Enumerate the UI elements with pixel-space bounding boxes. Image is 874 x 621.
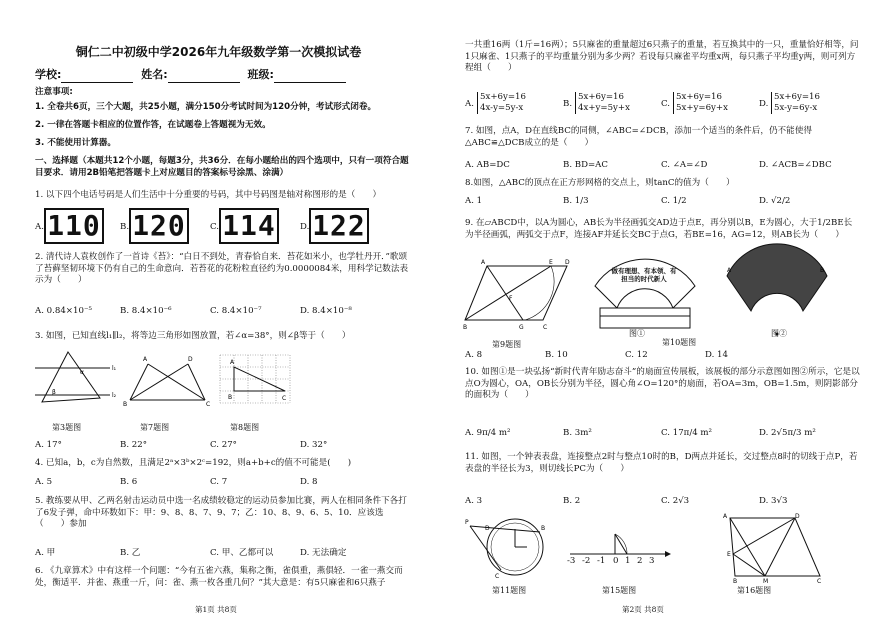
nl-tick-3: 3 bbox=[649, 556, 655, 566]
caption-q15: 第15题图 bbox=[602, 586, 637, 595]
name-blank[interactable] bbox=[168, 72, 240, 83]
q3-option-a[interactable]: A. 17° bbox=[35, 440, 62, 450]
q3-option-b[interactable]: B. 22° bbox=[120, 440, 148, 450]
q6-b-eq1: 5x+6y=16 bbox=[578, 92, 624, 102]
q8-option-d[interactable]: D. √2/2 bbox=[759, 196, 791, 206]
svg-text:B: B bbox=[228, 394, 233, 401]
notes-title: 注意事项: bbox=[35, 87, 73, 97]
nl-tick-0: 0 bbox=[613, 556, 619, 566]
q4-option-b[interactable]: B. 6 bbox=[120, 477, 138, 487]
q6-label-c: C. bbox=[661, 99, 671, 109]
q1-label-a: A. bbox=[35, 222, 44, 232]
q1-label-c: C. bbox=[210, 222, 220, 232]
q5-option-b[interactable]: B. 乙 bbox=[120, 548, 141, 558]
note-3: 3. 不能使用计算器。 bbox=[35, 138, 116, 148]
svg-text:C: C bbox=[206, 401, 211, 408]
caption-q8: 第8题图 bbox=[230, 423, 260, 432]
q8-option-c[interactable]: C. 1/2 bbox=[661, 196, 687, 206]
q9-option-a[interactable]: A. 8 bbox=[465, 350, 483, 360]
q3-options bbox=[35, 440, 410, 452]
q7-option-b[interactable]: B. BD=AC bbox=[563, 160, 608, 170]
q8-options bbox=[465, 196, 860, 208]
q3-option-c[interactable]: C. 27° bbox=[210, 440, 237, 450]
lcd-number-120: 120 bbox=[129, 208, 189, 244]
exam-title: 铜仁二中初级中学2026年九年级数学第一次模拟试卷 bbox=[75, 45, 362, 59]
numberline-labels bbox=[567, 556, 677, 566]
svg-text:D: D bbox=[795, 513, 800, 520]
q7-options bbox=[465, 160, 860, 172]
svg-text:B: B bbox=[733, 578, 738, 585]
q2-option-d[interactable]: D. 8.4×10⁻⁸ bbox=[300, 306, 352, 316]
caption-q7: 第7题图 bbox=[140, 423, 170, 432]
q7-option-a[interactable]: A. AB=DC bbox=[465, 160, 510, 170]
q11-option-a[interactable]: A. 3 bbox=[465, 496, 483, 506]
svg-text:D: D bbox=[565, 259, 570, 266]
q2-options bbox=[35, 306, 410, 318]
class-label: 班级: bbox=[247, 68, 274, 81]
note-2: 2. 一律在答题卡相应的位置作答，在试题卷上答题视为无效。 bbox=[35, 120, 271, 130]
q5-options bbox=[35, 548, 410, 560]
question-7: 7. 如图，点A，D在直线BC的同侧，∠ABC=∠DCB，添加一个适当的条件后，仍不能使得△ABC≌△DCB成立的是（ ） bbox=[465, 126, 812, 148]
svg-text:B: B bbox=[463, 324, 468, 331]
svg-text:A: A bbox=[230, 359, 235, 366]
footer-left: 第1页 共8页 bbox=[195, 605, 237, 614]
caption-q16: 第16题图 bbox=[737, 586, 772, 595]
svg-text:A: A bbox=[481, 259, 486, 266]
svg-text:D: D bbox=[188, 356, 193, 363]
lcd-number-114: 114 bbox=[219, 208, 279, 244]
svg-text:C: C bbox=[495, 573, 500, 580]
q6-d-eq1: 5x+6y=16 bbox=[774, 92, 820, 102]
q9-option-b[interactable]: B. 10 bbox=[545, 350, 568, 360]
q6-a-eq2: 4x-y=5y-x bbox=[480, 103, 524, 113]
school-blank[interactable] bbox=[61, 72, 133, 83]
q11-options bbox=[465, 496, 860, 508]
svg-text:P: P bbox=[465, 519, 469, 526]
question-1: 1. 以下四个电话号码是人们生活中十分重要的号码，其中号码图是轴对称图形的是（ ） bbox=[35, 190, 382, 200]
fig10-banner-text: 做有理想、有本领、有担当的时代新人 bbox=[611, 267, 677, 283]
q10-option-a[interactable]: A. 9π/4 m² bbox=[465, 428, 511, 438]
lcd-number-122: 122 bbox=[309, 208, 369, 244]
svg-text:A: A bbox=[727, 267, 732, 274]
nl-tick-neg3: -3 bbox=[567, 556, 576, 566]
q6-a-eq1: 5x+6y=16 bbox=[480, 92, 526, 102]
svg-text:F: F bbox=[509, 295, 513, 302]
question-5: 5. 教练要从甲、乙两名射击运动员中选一名成绩较稳定的运动员参加比赛，两人在相同条件下各打了6发子弹，命中环数如下：甲：9、8、8、7、9、7；乙：10、8、9、6、5、10．应该选（ ）参加 bbox=[35, 496, 407, 530]
section-1-heading: 一、选择题（本题共12个小题，每题3分，共36分．在每小题给出的四个选项中，只有一项符合题目要求．请用2B铅笔把答题卡上对应题目的答案标号涂黑、涂满） bbox=[35, 156, 409, 178]
question-2: 2. 清代诗人袁枚创作了一首诗《苔》：“白日不到处，青春恰自来．苔花如米小，也学牡丹开．”歌颂了苔藓坚韧环境下仍有自己的生命意向．若苔花的花粉粒直径约为0.0000084米，用科学记数法表示为（ ） bbox=[35, 252, 409, 286]
q3-option-d[interactable]: D. 32° bbox=[300, 440, 328, 450]
q5-option-a[interactable]: A. 甲 bbox=[35, 548, 56, 558]
q6-options bbox=[465, 92, 860, 118]
q11-option-c[interactable]: C. 2√3 bbox=[661, 496, 690, 506]
caption-q11: 第11题图 bbox=[492, 586, 527, 595]
nl-tick-neg2: -2 bbox=[582, 556, 591, 566]
q6-label-d: D. bbox=[759, 99, 769, 109]
q6-c-eq1: 5x+6y=16 bbox=[676, 92, 722, 102]
figure-q15-numberline bbox=[570, 534, 671, 557]
q9-options bbox=[465, 350, 860, 362]
figure-q3 bbox=[35, 352, 117, 402]
q11-option-d[interactable]: D. 3√3 bbox=[759, 496, 788, 506]
caption-fig1: 图① bbox=[629, 329, 645, 338]
svg-text:l₂: l₂ bbox=[112, 392, 117, 399]
svg-text:α: α bbox=[80, 369, 84, 376]
q6-label-b: B. bbox=[563, 99, 573, 109]
q7-option-c[interactable]: C. ∠A=∠D bbox=[661, 160, 708, 170]
caption-fig2: 图② bbox=[771, 329, 787, 338]
caption-q3: 第3题图 bbox=[52, 423, 82, 432]
q6-b-eq2: 4x+y=5y+x bbox=[578, 103, 630, 113]
q5-option-d[interactable]: D. 无法确定 bbox=[300, 548, 347, 558]
q7-option-d[interactable]: D. ∠ACB=∠DBC bbox=[759, 160, 832, 170]
nl-tick-1: 1 bbox=[625, 556, 631, 566]
lcd-number-110: 110 bbox=[44, 208, 104, 244]
svg-text:B: B bbox=[820, 267, 825, 274]
q9-option-d[interactable]: D. 14 bbox=[705, 350, 728, 360]
svg-text:C: C bbox=[543, 324, 548, 331]
q1-options bbox=[35, 208, 410, 248]
question-10: 10. 如图①是一块弘扬“新时代青年励志奋斗”的扇面宣传展板，该展板的部分示意图如图②所示，它是以点O为圆心，OA，OB长分别为半径，圆心角∠O=120°的扇面，若OA=3m，OB=1.5m，则阴影部分的面积为（ ） bbox=[465, 367, 860, 401]
svg-text:D: D bbox=[485, 525, 490, 532]
q6-c-eq2: 5x+y=6y+x bbox=[676, 103, 728, 113]
svg-text:C: C bbox=[282, 395, 287, 402]
question-8: 8.如图，△ABC的顶点在正方形网格的交点上，则tanC的值为（ ） bbox=[465, 178, 735, 188]
name-label: 姓名: bbox=[141, 68, 168, 81]
q10-option-c[interactable]: C. 17π/4 m² bbox=[661, 428, 713, 438]
svg-text:A: A bbox=[143, 356, 148, 363]
figure-q16 bbox=[723, 513, 821, 585]
q10-options bbox=[465, 428, 860, 440]
page-right bbox=[437, 0, 874, 621]
footer-right: 第2页 共8页 bbox=[622, 605, 664, 614]
svg-text:C: C bbox=[817, 578, 822, 585]
q4-option-d[interactable]: D. 8 bbox=[300, 477, 318, 487]
school-label: 学校: bbox=[35, 68, 62, 81]
nl-tick-2: 2 bbox=[637, 556, 643, 566]
q1-label-d: D. bbox=[300, 222, 310, 232]
q6-d-eq2: 5x-y=6y-x bbox=[774, 103, 818, 113]
question-4: 4. 已知a，b，c为自然数，且满足2ᵃ×3ᵇ×2ᶜ=192，则a+b+c的值不可能是( ) bbox=[35, 458, 352, 468]
svg-text:E: E bbox=[549, 259, 553, 266]
left-figures bbox=[30, 350, 430, 420]
student-info-fields bbox=[35, 68, 346, 83]
q4-option-c[interactable]: C. 7 bbox=[210, 477, 228, 487]
svg-text:E: E bbox=[727, 551, 731, 558]
nl-tick-neg1: -1 bbox=[597, 556, 606, 566]
q4-option-a[interactable]: A. 5 bbox=[35, 477, 53, 487]
svg-text:l₁: l₁ bbox=[112, 365, 117, 372]
svg-text:G: G bbox=[519, 324, 524, 331]
q8-option-b[interactable]: B. 1/3 bbox=[563, 196, 589, 206]
q11-option-b[interactable]: B. 2 bbox=[563, 496, 581, 506]
svg-text:B: B bbox=[541, 525, 546, 532]
question-6: 6. 《九章算术》中有这样一个问题：“今有五雀六燕，集称之衡，雀俱重，燕俱轻．一雀一燕交而处，衡适平．并雀、燕重一斤，问：雀、燕一枚各重几何？”其大意是：有5只麻雀和6只燕子 bbox=[35, 566, 403, 588]
q2-option-c[interactable]: C. 8.4×10⁻⁷ bbox=[210, 306, 262, 316]
class-blank[interactable] bbox=[274, 72, 346, 83]
figure-q8 bbox=[220, 355, 290, 403]
q10-option-b[interactable]: B. 3m² bbox=[563, 428, 592, 438]
figure-q9 bbox=[463, 259, 570, 331]
q8-option-a[interactable]: A. 1 bbox=[465, 196, 483, 206]
question-6-continued: 一共重16两（1斤=16两）；5只麻雀的重量超过6只燕子的重量，若互换其中的一只，重量恰好相等，问1只麻雀、1只燕子的平均重量分别为多少两？若设每只麻雀平均重x两，每只燕子平均重y两，则可列方程组（ ） bbox=[465, 40, 859, 74]
caption-q9: 第9题图 bbox=[492, 340, 522, 349]
question-11: 11. 如图，一个钟表表盘，连接整点2时与整点10时的B，D两点并延长，交过整点8时的切线于点P，若表盘的半径长为3，则切线长PC为（ ） bbox=[465, 452, 858, 474]
question-9: 9. 在▱ABCD中，以A为圆心，AB长为半径画弧交AD边于点E，再分别以B，E为圆心，大于1/2BE长为半径画弧，两弧交于点F，连接AF并延长交BC于点G，若BE=16，AG=12，则AB长为（ ） bbox=[465, 218, 853, 240]
figure-q11-clock bbox=[465, 519, 545, 580]
svg-text:M: M bbox=[763, 578, 769, 585]
svg-text:A: A bbox=[723, 513, 728, 520]
q1-label-b: B. bbox=[120, 222, 130, 232]
q9-option-c[interactable]: C. 12 bbox=[625, 350, 648, 360]
svg-text:β: β bbox=[52, 389, 56, 396]
q10-option-d[interactable]: D. 2√5π/3 m² bbox=[759, 428, 816, 438]
q4-options bbox=[35, 477, 410, 489]
question-3: 3. 如图，已知直线l₁∥l₂，将等边三角形如图放置，若∠α=38°，则∠β等于（ ） bbox=[35, 331, 351, 341]
q5-option-c[interactable]: C. 甲、乙都可以 bbox=[210, 548, 274, 558]
q2-option-a[interactable]: A. 0.84×10⁻⁵ bbox=[35, 306, 92, 316]
figure-q7 bbox=[123, 356, 210, 408]
svg-text:B: B bbox=[123, 401, 128, 408]
figure-q10-2 bbox=[727, 244, 827, 336]
note-1: 1. 全卷共6页，三个大题，共25小题，满分150分考试时间为120分钟，考试形式闭卷。 bbox=[35, 102, 377, 112]
bottom-figures bbox=[465, 512, 865, 584]
q6-label-a: A. bbox=[465, 99, 474, 109]
caption-q10: 第10题图 bbox=[662, 338, 697, 347]
q2-option-b[interactable]: B. 8.4×10⁻⁶ bbox=[120, 306, 172, 316]
